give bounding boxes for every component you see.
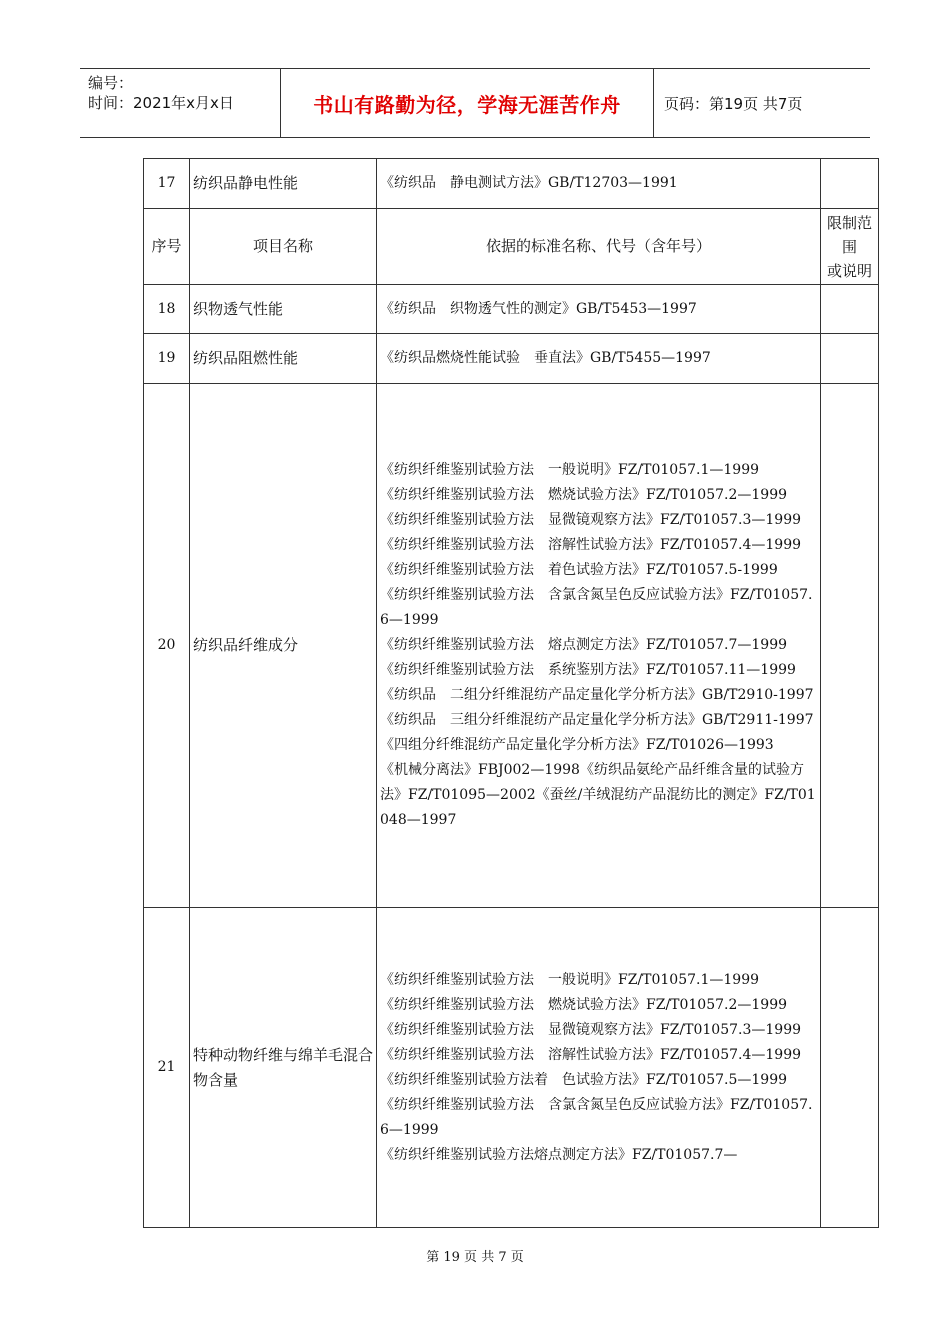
table-row — [144, 285, 879, 334]
standard-text: 《纺织品 静电测试方法》GB/T12703—1991 — [377, 159, 821, 209]
row-number: 18 — [144, 285, 190, 334]
standard-line: 《纺织纤维鉴别试验方法 含氯含氮呈色反应试验方法》FZ/T01057.6—1999 — [380, 1096, 813, 1138]
item-name: 纺织品阻燃性能 — [190, 334, 377, 384]
table-row — [144, 334, 879, 384]
standard-list — [377, 384, 821, 908]
standard-line: 《纺织纤维鉴别试验方法 一般说明》FZ/T01057.1—1999 — [380, 971, 760, 988]
limit-cell — [821, 285, 879, 334]
header-no: 序号 — [144, 209, 190, 285]
limit-cell — [821, 384, 879, 908]
header-page-info: 页码：第19页 共7页 — [664, 94, 803, 113]
header-limit — [821, 209, 879, 285]
item-name: 织物透气性能 — [190, 285, 377, 334]
table-row — [144, 384, 879, 908]
standard-line: 《纺织纤维鉴别试验方法 显微镜观察方法》FZ/T01057.3—1999 — [380, 1021, 802, 1038]
item-name: 纺织品静电性能 — [190, 159, 377, 209]
standard-line: 《纺织纤维鉴别试验方法 熔点测定方法》FZ/T01057.7—1999 — [380, 637, 788, 653]
standard-line: 《纺织纤维鉴别试验方法 显微镜观察方法》FZ/T01057.3—1999 — [380, 512, 802, 528]
header-limit-line: 或说明 — [826, 261, 872, 280]
standard-text: 《纺织品燃烧性能试验 垂直法》GB/T5455—1997 — [377, 334, 821, 384]
standard-line: 《纺织纤维鉴别试验方法 一般说明》FZ/T01057.1—1999 — [380, 462, 760, 478]
limit-cell — [821, 334, 879, 384]
document-time-label: 时间：2021年x月x日 — [88, 94, 234, 112]
header-meta — [80, 69, 281, 137]
header-motto: 书山有路勤为径，学海无涯苦作舟 — [281, 69, 654, 137]
row-number: 20 — [144, 384, 190, 908]
page-header — [80, 68, 870, 138]
standard-line: 《纺织纤维鉴别试验方法 系统鉴别方法》FZ/T01057.11—1999《纺织品 二组分纤维混纺产品定量化学分析方法》GB/T2910-1997《纺织品 三组分纤维混纺产品定量化学分析方法》GB/T2911-1997《四组分纤维混纺产品定量化学分析方法》FZ/T01026—1993 — [380, 662, 814, 753]
limit-cell — [821, 908, 879, 1228]
row-number: 17 — [144, 159, 190, 209]
standard-line: 《纺织纤维鉴别试验方法着 色试验方法》FZ/T01057.5—1999 — [380, 1071, 788, 1088]
table-row — [144, 908, 879, 1228]
limit-cell — [821, 159, 879, 209]
standard-line: 《纺织纤维鉴别试验方法 溶解性试验方法》FZ/T01057.4—1999 — [380, 537, 802, 553]
header-standard: 依据的标准名称、代号（含年号） — [377, 209, 821, 285]
standard-line: 《纺织纤维鉴别试验方法熔点测定方法》FZ/T01057.7— — [380, 1146, 738, 1163]
standard-line: 《机械分离法》FBJ002—1998《纺织品氨纶产品纤维含量的试验方法》FZ/T01095—2002《蚕丝/羊绒混纺产品混纺比的测定》FZ/T01048—1997 — [380, 762, 816, 828]
standard-line: 《纺织纤维鉴别试验方法 着色试验方法》FZ/T01057.5-1999 — [380, 562, 778, 578]
standard-line: 《纺织纤维鉴别试验方法 溶解性试验方法》FZ/T01057.4—1999 — [380, 1046, 802, 1063]
item-name: 特种动物纤维与绵羊毛混合物含量 — [190, 908, 377, 1228]
header-name: 项目名称 — [190, 209, 377, 285]
standard-list — [377, 908, 821, 1228]
document-number-label: 编号： — [88, 74, 134, 92]
standard-line: 《纺织纤维鉴别试验方法 燃烧试验方法》FZ/T01057.2—1999 — [380, 996, 788, 1013]
item-name: 纺织品纤维成分 — [190, 384, 377, 908]
row-number: 21 — [144, 908, 190, 1228]
standards-table — [143, 158, 879, 1228]
page-footer: 第 19 页 共 7 页 — [426, 1250, 524, 1265]
header-limit-line: 限制范 — [826, 213, 872, 232]
header-limit-line: 围 — [841, 237, 857, 256]
table-row — [144, 159, 879, 209]
standard-line: 《纺织纤维鉴别试验方法 燃烧试验方法》FZ/T01057.2—1999 — [380, 487, 788, 503]
table-header-row — [144, 209, 879, 285]
standard-line: 《纺织纤维鉴别试验方法 含氯含氮呈色反应试验方法》FZ/T01057.6—1999 — [380, 587, 813, 628]
standard-text: 《纺织品 织物透气性的测定》GB/T5453—1997 — [377, 285, 821, 334]
row-number: 19 — [144, 334, 190, 384]
